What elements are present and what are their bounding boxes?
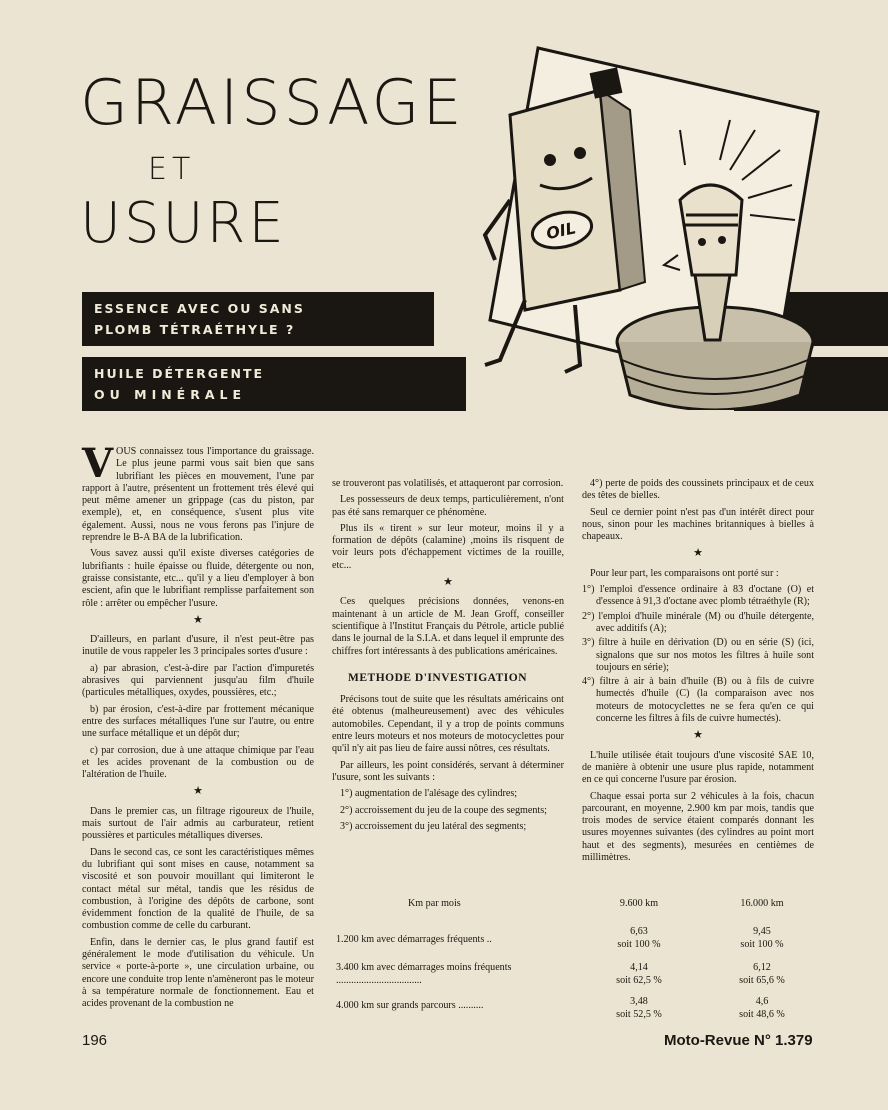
article-column-2 — [332, 478, 564, 837]
star-separator: ★ — [443, 576, 453, 589]
table-row-label: 1.200 km avec démarrages fréquents .. — [336, 934, 492, 945]
paragraph: Vous savez aussi qu'il existe diverses catégories de lubrifiants : huile épaisse ou fluide, détergente ou non, graisse consistante, etc... qu'il y a lieu d'employer à bon escient, afin que le lubrifiant remplisse parfaitement son rôle : arrêter ou empêcher l'usure. — [82, 548, 314, 609]
table-row — [332, 926, 814, 958]
table-cell: soit 100 % — [617, 939, 661, 950]
section-heading: METHODE D'INVESTIGATION — [348, 671, 528, 684]
subtitle-band-essence — [82, 292, 434, 346]
subtitle-line: OU MINÉRALE — [94, 387, 247, 402]
paragraph: Ces quelques précisions données, venons-en maintenant à un article de M. Jean Groff, conseiller scientifique à l'Institut Français du Pétrole, article publié dans le journal de la S.I.A. et dans lequel il emprunte des chiffres fort intéressants à des publications américaines. — [332, 596, 564, 657]
title-line-2: ET — [148, 152, 196, 187]
paragraph: D'ailleurs, en parlant d'usure, il n'est peut-être pas inutile de vous rappeler les 3 principales sortes d'usure : — [82, 634, 314, 658]
table-cell: 4,14 — [630, 962, 648, 973]
list-item: 2°) accroissement du jeu de la coupe des segments; — [340, 804, 547, 816]
list-item: 1°) l'emploi d'essence ordinaire à 83 d'octane (O) et d'essence à 91,3 d'octane avec plomb tétraéthyle (R); — [582, 584, 814, 608]
article-column-3 — [582, 478, 814, 868]
paragraph: Plus ils « tirent » sur leur moteur, moins il y a formation de dépôts (calamine) ,moins ils risquent de voir leurs pots d'échappement victimes de la rouille, etc... — [332, 522, 564, 571]
table-cell: soit 65,6 % — [739, 975, 785, 986]
star-separator: ★ — [693, 729, 703, 742]
subtitle-band-huile — [82, 357, 466, 411]
table-cell: soit 52,5 % — [616, 1009, 662, 1020]
paragraph: se trouveront pas volatilisés, et attaqueront par corrosion. — [332, 478, 564, 489]
paragraph: OUS connaissez tous l'importance du graissage. Le plus jeune parmi vous sait bien que sans lubrifiant les pièces en mouvement, l'une par rapport à l'autre, présentent un frottement très élevé qui peut même amener un grippage (cas du piston, par exemple), et, en conséquence, s'usent plus vite également. Aussi, nous ne vous ferons pas l'injure de reprendre le B-A BA de la lubrification. — [82, 446, 314, 544]
paragraph: Dans le premier cas, un filtrage rigoureux de l'huile, mais surtout de l'air admis au carburateur, retient poussières et particules métalliques diverses. — [82, 805, 314, 842]
paragraph: Pour leur part, les comparaisons ont porté sur : — [590, 567, 779, 579]
table-cell: 9,45 — [753, 926, 771, 937]
list-item: 1°) augmentation de l'alésage des cylindres; — [340, 788, 518, 800]
paragraph: b) par érosion, c'est-à-dire par frottement mécanique entre des surfaces métalliques l'une sur l'autre, ou entre une surface métallique et un dépôt dur; — [82, 703, 314, 740]
table-cell: soit 100 % — [740, 939, 784, 950]
list-item: 2°) l'emploi d'huile minérale (M) ou d'huile détergente, avec additifs (A); — [582, 610, 814, 634]
paragraph: Dans le second cas, ce sont les caractéristiques mêmes du lubrifiant qui sont mises en cause, notamment sa viscosité et son pouvoir mouillant qui limiteront le contact métal sur métal, tandis que les résidus de combustion, à l'origine des dépôts de carbone, sont évidemment fonction de la qualité de l'huile, de sa combustion comme de celle du carburant. — [82, 846, 314, 932]
wear-results-table — [332, 896, 814, 1028]
oil-can-label: OIL — [544, 218, 578, 244]
publication-name: Moto-Revue N° 1.379 — [664, 1032, 813, 1049]
table-cell: soit 48,6 % — [739, 1009, 785, 1020]
table-row — [332, 996, 814, 1028]
table-header-col1: 9.600 km — [619, 898, 659, 909]
table-cell: 3,48 — [630, 996, 648, 1007]
oil-can-piston-illustration — [480, 20, 830, 410]
table-header-col2: 16.000 km — [740, 898, 784, 909]
list-item: 4°) filtre à air à bain d'huile (B) ou à fils de cuivre humectés d'huile (C) (la comparaison avec nos moteurs de motocyclettes ne se fera qu'en ce qui concerne les filtres à fils de cuivre humectés). — [582, 676, 814, 725]
paragraph: L'huile utilisée était toujours d'une viscosité SAE 10, de manière à obtenir une usure plus rapide, notamment en ce qui concerne l'usure par érosion. — [582, 749, 814, 786]
table-row-label: 4.000 km sur grands parcours .......... — [336, 1000, 484, 1011]
subtitle-line: HUILE DÉTERGENTE — [94, 366, 265, 381]
list-item: 3°) accroissement du jeu latéral des segments; — [340, 820, 527, 832]
paragraph: Chaque essai porta sur 2 véhicules à la fois, chacun parcourant, en moyenne, 2.900 km par mois, tandis que trois modes de service étaient comparés donnant les usures moyennes suivantes (des cylindres au point mort haut et des segments), mesurées en centièmes de millimètres. — [582, 790, 814, 864]
title-line-3: USURE — [80, 191, 287, 256]
paragraph: 4°) perte de poids des coussinets principaux et de ceux des têtes de bielles. — [582, 478, 814, 502]
paragraph: Enfin, dans le dernier cas, le plus grand fautif est généralement le mode d'utilisation du véhicule. Un service « porte-à-porte », une circulation urbaine, ou encore une conduite trop lente n'amèneront pas le moteur à sa température normale de fonctionnement. Eau et acides provenant de la combustion ne — [82, 936, 314, 1010]
table-header-label: Km par mois — [408, 898, 461, 909]
subtitle-line: PLOMB TÉTRAÉTHYLE ? — [94, 322, 296, 337]
star-separator: ★ — [693, 547, 703, 560]
drop-cap: V — [82, 440, 114, 487]
star-separator: ★ — [193, 785, 203, 798]
table-cell: 6,63 — [630, 926, 648, 937]
article-column-1 — [82, 440, 314, 1014]
table-cell: 6,12 — [753, 962, 771, 973]
paragraph: c) par corrosion, due à une attaque chimique par l'eau et les acides provenant de la combustion ou de l'altération de l'huile. — [82, 744, 314, 781]
title-line-1: GRAISSAGE — [80, 66, 465, 139]
page-number: 196 — [82, 1032, 108, 1049]
star-separator: ★ — [193, 613, 203, 626]
table-header-row — [332, 896, 814, 926]
table-row — [332, 958, 814, 996]
paragraph: Seul ce dernier point n'est pas d'un intérêt direct pour nous, sinon pour les machines britanniques à bielles à chapeaux. — [582, 506, 814, 543]
paragraph: Précisons tout de suite que les résultats américains ont été obtenus (malheureusement) avec des véhicules automobiles. Cependant, il y a trop de points communs entre leurs moteurs et nos moteurs de motocyclettes pour qu'il n'y ait pas lieu de faire aussi nôtres, ces résultats. — [332, 694, 564, 755]
list-item: 3°) filtre à huile en dérivation (D) ou en série (S) (ici, signalons que sur nos motos les filtres à huile sont toujours en série); — [582, 637, 814, 673]
table-row-label: 3.400 km avec démarrages moins fréquents .................................. — [336, 962, 512, 986]
table-cell: 4,6 — [755, 996, 769, 1007]
paragraph: Les possesseurs de deux temps, particulièrement, n'ont pas été sans remarquer ce phénomène. — [332, 494, 564, 518]
paragraph: a) par abrasion, c'est-à-dire par l'action d'impuretés abrasives qui parviennent jusqu'au film d'huile (particules métalliques, oxydes, poussières, etc.; — [82, 662, 314, 699]
paragraph: Par ailleurs, les point considérés, servant à déterminer l'usure, sont les suivants : — [332, 759, 564, 783]
table-cell: soit 62,5 % — [616, 975, 662, 986]
subtitle-line: ESSENCE AVEC OU SANS — [94, 301, 305, 316]
